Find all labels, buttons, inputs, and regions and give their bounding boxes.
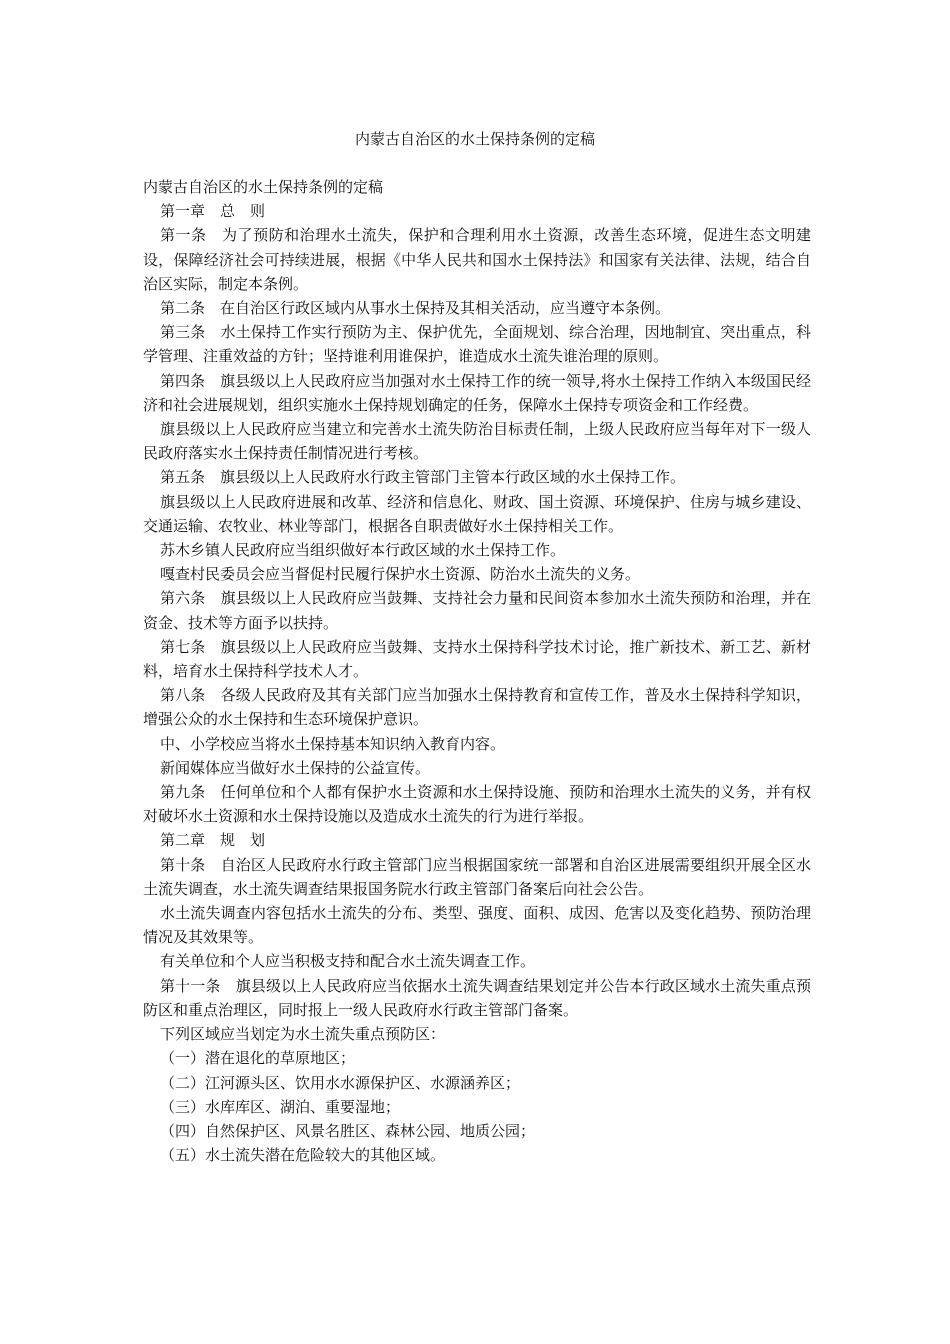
article-paragraph: 第九条 任何单位和个人都有保护水土资源和水土保持设施、预防和治理水土流失的义务，并有权对破坏水土资源和水土保持设施以及造成水土流失的行为进行举报。 (143, 783, 811, 826)
article-paragraph: 第六条 旗县级以上人民政府应当鼓舞、支持社会力量和民间资本参加水土流失预防和治理，并在资金、技术等方面予以扶持。 (143, 589, 811, 632)
article-paragraph: 旗县级以上人民政府应当建立和完善水土流失防治目标责任制，上级人民政府应当每年对下一级人民政府落实水土保持责任制情况进行考核。 (143, 420, 811, 463)
list-item: （一）潜在退化的草原地区； (160, 1049, 356, 1068)
article-paragraph: 苏木乡镇人民政府应当组织做好本行政区域的水土保持工作。 (160, 541, 566, 560)
document-heading: 内蒙古自治区的水土保持条例的定稿 (143, 178, 384, 196)
list-item: （二）江河源头区、饮用水水源保护区、水源涵养区； (160, 1073, 521, 1092)
list-item: （三）水库库区、湖泊、重要湿地； (160, 1097, 401, 1116)
list-item: （四）自然保护区、风景名胜区、森林公园、地质公园； (160, 1121, 536, 1140)
article-paragraph: 第十一条 旗县级以上人民政府应当依据水土流失调查结果划定并公告本行政区域水土流失重点预防区和重点治理区，同时报上一级人民政府水行政主管部门备案。 (143, 976, 811, 1019)
document-body (143, 175, 811, 1167)
article-paragraph: 第五条 旗县级以上人民政府水行政主管部门主管本行政区域的水土保持工作。 (160, 468, 686, 487)
article-paragraph: 第三条 水土保持工作实行预防为主、保护优先，全面规划、综合治理，因地制宜、突出重点，科学管理、注重效益的方针；坚持谁利用谁保护，谁造成水土流失谁治理的原则。 (143, 323, 811, 366)
page-title: 内蒙古自治区的水土保持条例的定稿 (354, 130, 595, 148)
article-paragraph: 第七条 旗县级以上人民政府应当鼓舞、支持水土保持科学技术讨论，推广新技术、新工艺、新材料，培育水土保持科学技术人才。 (143, 637, 811, 681)
article-paragraph: 第十条 自治区人民政府水行政主管部门应当根据国家统一部署和自治区进展需要组织开展全区水土流失调查，水土流失调查结果报国务院水行政主管部门备案后向社会公告。 (143, 855, 811, 898)
article-paragraph: 第二条 在自治区行政区域内从事水土保持及其相关活动，应当遵守本条例。 (160, 299, 671, 317)
article-paragraph: 水土流失调查内容包括水土流失的分布、类型、强度、面积、成因、危害以及变化趋势、预防治理情况及其效果等。 (143, 904, 811, 947)
article-paragraph: 中、小学校应当将水土保持基本知识纳入教育内容。 (160, 734, 506, 753)
article-paragraph: 嘎查村民委员会应当督促村民履行保护水土资源、防治水土流失的义务。 (160, 565, 641, 584)
article-paragraph: 第四条 旗县级以上人民政府应当加强对水土保持工作的统一领导,将水土保持工作纳入本级国民经济和社会进展规划，组织实施水土保持规划确定的任务，保障水土保持专项资金和工作经费。 (143, 371, 811, 414)
article-paragraph: 第八条 各级人民政府及其有关部门应当加强水土保持教育和宣传工作，普及水土保持科学知识，增强公众的水土保持和生态环境保护意识。 (143, 686, 811, 729)
chapter-heading: 第一章 总 则 (160, 202, 266, 221)
list-item: （五）水土流失潜在危险较大的其他区域。 (160, 1146, 446, 1165)
article-paragraph: 下列区域应当划定为水土流失重点预防区： (160, 1025, 446, 1044)
article-paragraph: 第一条 为了预防和治理水土流失，保护和合理利用水土资源，改善生态环境，促进生态文明建设，保障经济社会可持续进展，根据《中华人民共和国水土保持法》和国家有关法律、法规，结合自治区实际，制定本条例。 (143, 226, 811, 293)
article-paragraph: 有关单位和个人应当积极支持和配合水土流失调查工作。 (160, 952, 536, 971)
chapter-heading: 第二章 规 划 (160, 831, 266, 850)
article-paragraph: 新闻媒体应当做好水土保持的公益宣传。 (160, 758, 431, 777)
article-paragraph: 旗县级以上人民政府进展和改革、经济和信息化、财政、国土资源、环境保护、住房与城乡建设、交通运输、农牧业、林业等部门，根据各自职责做好水土保持相关工作。 (143, 492, 811, 535)
